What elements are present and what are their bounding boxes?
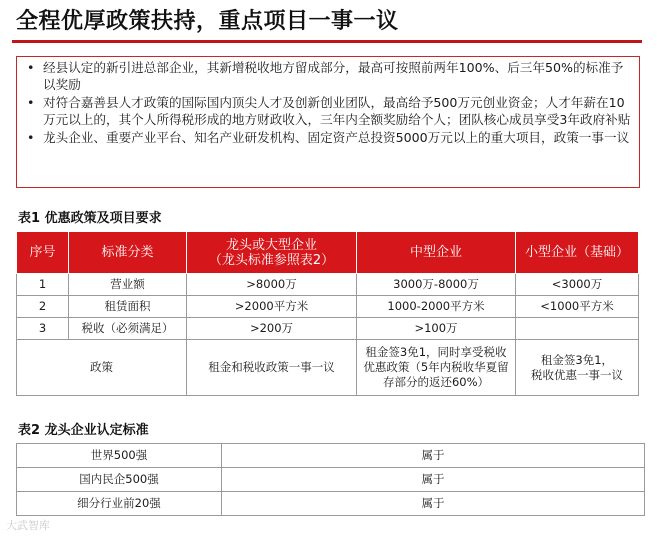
cell: >2000平方米 [187,296,357,318]
policy-small: 租金签3免1， 税收优惠一事一议 [516,340,639,396]
table1-caption: 表1 优惠政策及项目要求 [18,211,162,226]
bullet-text: 对符合嘉善县人才政策的国际国内顶尖人才及创新创业团队，最高给予500万元创业资金；人才年薪在10万元以上的，其个人所得税形成的地方财政收入，三年内全额奖励给个人；团队核心成员享受3年政府补贴 [43,94,631,128]
watermark: 大武智库 [6,519,50,532]
page-title: 全程优厚政策扶持，重点项目一事一议 [16,9,399,34]
cell: <1000平方米 [516,296,639,318]
cell: 1000-2000平方米 [357,296,516,318]
bullet-item [25,129,633,146]
table2-caption: 表2 龙头企业认定标准 [18,423,149,438]
cell [516,318,639,340]
cell: 营业额 [69,274,187,296]
bullet-icon: • [27,129,35,145]
title-underline [12,40,642,43]
header-cell: 序号 [17,232,69,274]
table-header-row [17,232,639,274]
bullet-icon: • [27,60,35,75]
cell: 属于 [222,444,645,468]
cell: 属于 [222,492,645,516]
bullet-item [25,59,633,94]
cell: 3 [17,318,69,340]
cell: 租赁面积 [69,296,187,318]
cell: 1 [17,274,69,296]
header-cell: 龙头或大型企业 （龙头标准参照表2） [187,232,357,274]
bullet-icon: • [27,94,35,110]
cell: 国内民企500强 [17,468,222,492]
cell: <3000万 [516,274,639,296]
cell: 世界500强 [17,444,222,468]
table-row [17,492,645,516]
table-row [17,274,639,296]
cell: >200万 [187,318,357,340]
cell: 属于 [222,468,645,492]
policy-summary-box [16,56,640,188]
policy-requirements-table [16,231,639,396]
header-cell: 中型企业 [357,232,516,274]
table-row [17,296,639,318]
policy-label: 政策 [17,340,187,396]
policy-row [17,340,639,396]
bullet-text: 经县认定的新引进总部企业，其新增税收地方留成部分，最高可按照前两年100%、后三年50%的标准予以奖励 [43,60,624,93]
cell: 细分行业前20强 [17,492,222,516]
leader-criteria-table [16,443,645,516]
cell: 3000万-8000万 [357,274,516,296]
cell: >100万 [357,318,516,340]
cell: 2 [17,296,69,318]
cell: 税收（必须满足） [69,318,187,340]
cell: >8000万 [187,274,357,296]
table-row [17,318,639,340]
header-cell: 小型企业（基础） [516,232,639,274]
policy-medium: 租金签3免1，同时享受税收优惠政策（5年内税收华夏留存部分的返还60%） [357,340,516,396]
header-cell: 标准分类 [69,232,187,274]
table-row [17,468,645,492]
bullet-text: 龙头企业、重要产业平台、知名产业研发机构、固定资产总投资5000万元以上的重大项目，政策一事一议 [43,129,630,145]
bullet-item [25,94,633,129]
table-row [17,444,645,468]
policy-large: 租金和税收政策一事一议 [187,340,357,396]
